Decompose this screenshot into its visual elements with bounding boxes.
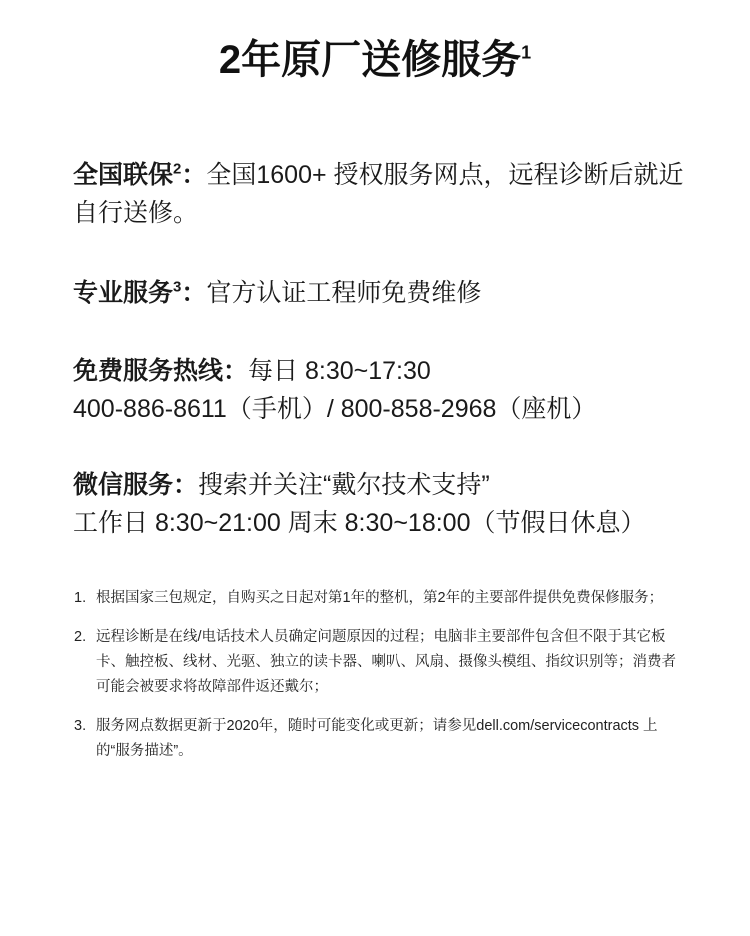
section-label-colon: ： bbox=[181, 279, 207, 307]
section-label-superscript: 2 bbox=[173, 160, 182, 178]
section-line bbox=[73, 352, 692, 390]
section-line bbox=[73, 156, 692, 232]
section-wechat-service bbox=[73, 466, 692, 542]
section-professional-service bbox=[73, 274, 692, 312]
section-body-text: 全国1600+ 授权服务网点，远程诊断后就近自行送修。 bbox=[73, 161, 684, 227]
footnote-number: 1. bbox=[74, 590, 87, 606]
footnote-text: 根据国家三包规定，自购买之日起对第1年的整机，第2年的主要部件提供免费保修服务； bbox=[96, 590, 664, 606]
section-label bbox=[73, 161, 206, 189]
footnote-item bbox=[74, 714, 676, 764]
section-line bbox=[73, 466, 692, 504]
section-label-text: 免费服务热线 bbox=[73, 357, 224, 385]
section-label-text: 微信服务 bbox=[73, 471, 174, 499]
section-label bbox=[73, 357, 248, 385]
footnote-number: 3. bbox=[74, 717, 87, 734]
footnote-item bbox=[74, 586, 676, 611]
section-body-text: 每日 8:30~17:30 bbox=[248, 357, 431, 385]
section-label-text: 专业服务 bbox=[73, 279, 174, 307]
footnotes-list bbox=[38, 586, 712, 764]
section-label bbox=[73, 471, 198, 499]
section-label bbox=[73, 279, 206, 307]
section-nationwide-warranty bbox=[73, 156, 692, 232]
section-label-colon: ： bbox=[181, 161, 207, 189]
section-body-text: 官方认证工程师免费维修 bbox=[206, 279, 482, 307]
section-body-text: 搜索并关注“戴尔技术支持” bbox=[198, 471, 490, 499]
footnote-text: 服务网点数据更新于2020年，随时可能变化或更新；请参见dell.com/servicecontracts 上的“服务描述”。 bbox=[96, 717, 658, 759]
footnote-text: 远程诊断是在线/电话技术人员确定问题原因的过程；电脑非主要部件包含但不限于其它板卡、触控板、线材、光驱、独立的读卡器、喇叭、风扇、摄像头模组、指纹识别等；消费者可能会被要求将故障部件返还戴尔； bbox=[96, 628, 676, 695]
footnote-number: 2. bbox=[74, 628, 87, 645]
page-title-superscript: 1 bbox=[521, 42, 532, 63]
section-label-superscript: 3 bbox=[173, 278, 182, 296]
page-title-text: 2年原厂送修服务 bbox=[218, 38, 522, 82]
wechat-hours: 工作日 8:30~21:00 周末 8:30~18:00（节假日休息） bbox=[73, 509, 646, 537]
service-sections bbox=[38, 156, 712, 542]
section-label-text: 全国联保 bbox=[73, 161, 174, 189]
page-title bbox=[38, 36, 712, 84]
footnote-item bbox=[74, 625, 676, 700]
section-line bbox=[73, 274, 692, 312]
section-hotline bbox=[73, 352, 692, 428]
hotline-numbers: 400-886-8611（手机）/ 800-858-2968（座机） bbox=[73, 395, 597, 423]
section-label-colon: ： bbox=[173, 471, 199, 499]
section-label-colon: ： bbox=[223, 357, 249, 385]
